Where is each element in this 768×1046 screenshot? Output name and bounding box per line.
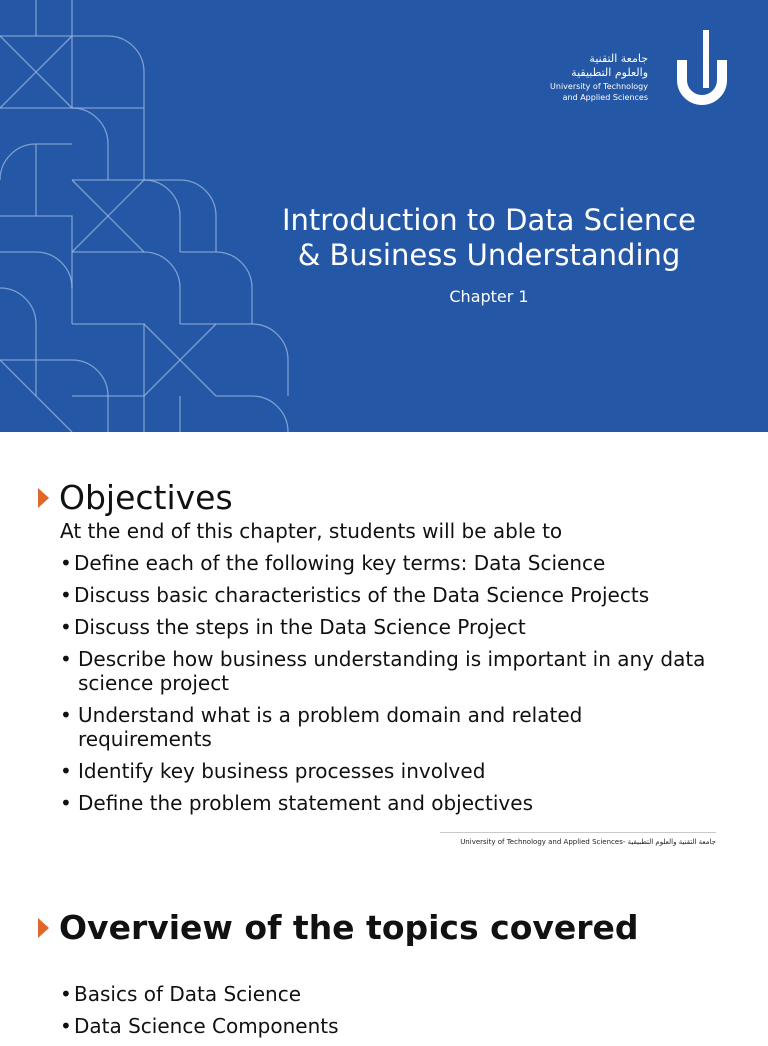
university-logo bbox=[550, 30, 740, 110]
title-slide bbox=[0, 0, 768, 432]
title-line-2: & Business Understanding bbox=[297, 238, 681, 272]
logo-arabic-line2: والعلوم التطبيقية bbox=[571, 66, 648, 79]
title-line-1: Introduction to Data Science bbox=[281, 203, 697, 237]
list-item: • Define each of the following key terms: Data Science bbox=[60, 551, 720, 575]
logo-arabic-line1: جامعة التقنية bbox=[589, 52, 648, 65]
overview-heading-text: Overview of the topics covered bbox=[59, 908, 639, 947]
list-item: • Define the problem statement and objectives bbox=[60, 791, 720, 815]
logo-english-line2: and Applied Sciences bbox=[562, 93, 648, 102]
slide-footer: University of Technology and Applied Sciences- جامعة التقنية والعلوم التطبيقية bbox=[460, 838, 716, 846]
list-item: • Identify key business processes involved bbox=[60, 759, 720, 783]
orange-arrow-icon bbox=[38, 488, 49, 508]
objectives-heading bbox=[38, 478, 233, 517]
objectives-list bbox=[60, 551, 720, 823]
list-item: • Understand what is a problem domain and related requirements bbox=[60, 703, 720, 751]
orange-arrow-icon bbox=[38, 918, 49, 938]
list-item: • Discuss the steps in the Data Science Project bbox=[60, 615, 720, 639]
list-item: • Data Science Components bbox=[60, 1014, 339, 1038]
logo-english-line1: University of Technology bbox=[550, 82, 648, 91]
slide-subtitle: Chapter 1 bbox=[449, 287, 529, 306]
list-item: • Describe how business understanding is important in any data science project bbox=[60, 647, 720, 695]
list-item: • Discuss basic characteristics of the Data Science Projects bbox=[60, 583, 720, 607]
list-item: • Basics of Data Science bbox=[60, 982, 339, 1006]
overview-list bbox=[60, 982, 339, 1046]
overview-heading bbox=[38, 908, 639, 947]
objectives-intro: At the end of this chapter, students will be able to bbox=[60, 519, 563, 543]
objectives-heading-text: Objectives bbox=[59, 478, 233, 517]
slide-title bbox=[250, 203, 728, 273]
footer-divider bbox=[440, 832, 716, 833]
university-emblem-icon bbox=[660, 30, 740, 110]
